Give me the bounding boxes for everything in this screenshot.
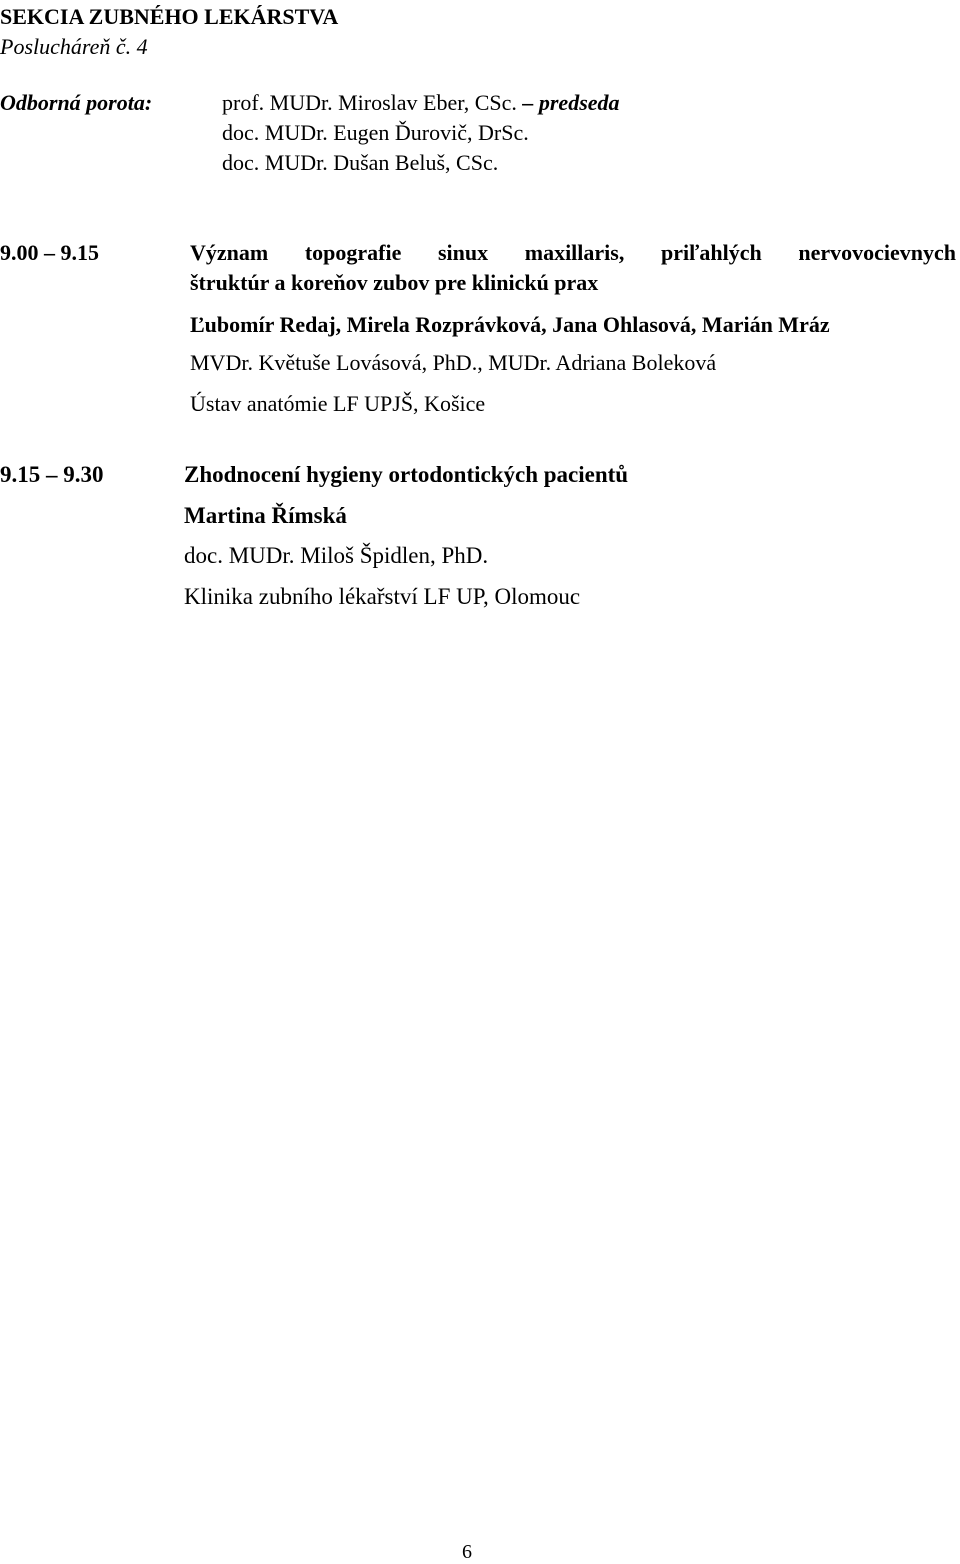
talk-title: Význam topografie sinux maxillaris, priľahlých nervovocievnych [190, 240, 956, 265]
talk-authors: Ľubomír Redaj, Mirela Rozprávková, Jana Ohlasová, Marián Mráz [190, 312, 830, 337]
committee-chair-role: – predseda [522, 90, 620, 115]
section-title: SEKCIA ZUBNÉHO LEKÁRSTVA [0, 4, 339, 29]
committee-member: doc. MUDr. Eugen Ďurovič, DrSc. [222, 120, 529, 145]
talk-institution: Klinika zubního lékařství LF UP, Olomouc [184, 584, 581, 609]
lecture-hall: Poslucháreň č. 4 [0, 34, 148, 59]
committee-chair-name: prof. MUDr. Miroslav Eber, CSc. [222, 90, 517, 115]
talk-institution: Ústav anatómie LF UPJŠ, Košice [190, 391, 486, 416]
talk-title-continued: štruktúr a koreňov zubov pre klinickú prax [190, 270, 599, 295]
talk-title: Zhodnocení hygieny ortodontických pacientů [184, 462, 629, 487]
committee-chair [222, 90, 620, 116]
talk-supervisors: doc. MUDr. Miloš Špidlen, PhD. [184, 543, 489, 568]
talk-authors: Martina Římská [184, 503, 347, 528]
talk-time: 9.00 – 9.15 [0, 240, 99, 265]
committee-member: doc. MUDr. Dušan Beluš, CSc. [222, 150, 499, 175]
page-number: 6 [462, 1541, 472, 1563]
talk-time: 9.15 – 9.30 [0, 462, 104, 487]
talk-supervisors: MVDr. Květuše Lovásová, PhD., MUDr. Adriana Boleková [190, 350, 717, 375]
committee-label: Odborná porota: [0, 90, 153, 115]
